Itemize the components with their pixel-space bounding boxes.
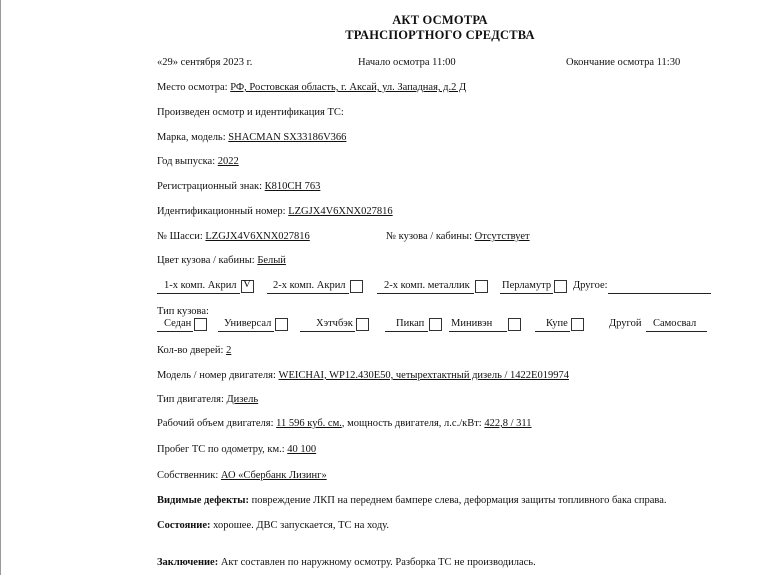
body-other-value: Самосвал	[653, 318, 697, 329]
chassis-value: LZGJX4V6XNX027816	[205, 231, 310, 242]
body-universal-underline	[218, 331, 274, 332]
conclusion-row	[157, 557, 536, 568]
conclusion-label: Заключение:	[157, 557, 219, 568]
body-coupe-checkbox[interactable]	[571, 318, 584, 331]
engine-model-label: Модель / номер двигателя:	[157, 370, 279, 381]
body-minivan-label: Минивэн	[451, 318, 493, 329]
paint-opt5-label: Другое:	[573, 280, 608, 291]
paint-opt1-label: 1-х комп. Акрил	[164, 280, 237, 291]
mileage-label: Пробег ТС по одометру, км.:	[157, 444, 288, 455]
paint-opt1-checkbox[interactable]	[241, 280, 254, 293]
color-row	[157, 255, 286, 266]
owner-value: АО «Сбербанк Лизинг»	[220, 470, 327, 481]
volume-value: 11 596 куб. см.	[276, 418, 342, 429]
body-coupe-label: Купе	[546, 318, 568, 329]
body-other-underline	[646, 331, 707, 332]
body-universal-checkbox[interactable]	[275, 318, 288, 331]
inspection-start: Начало осмотра 11:00	[358, 57, 456, 68]
doc-title-line2: ТРАНСПОРТНОГО СРЕДСТВА	[345, 28, 535, 42]
paint-opt1-underline	[157, 293, 240, 294]
year-value: 2022	[217, 156, 239, 167]
reg-row	[157, 181, 320, 192]
paint-opt2-checkbox[interactable]	[350, 280, 363, 293]
mileage-row	[157, 444, 316, 455]
state-label: Состояние:	[157, 520, 211, 531]
paint-opt2-label: 2-х комп. Акрил	[273, 280, 346, 291]
body-number-value: Отсутствует	[474, 231, 530, 242]
volume-row	[157, 418, 532, 429]
paint-opt4-label: Перламутр	[502, 280, 552, 291]
conclusion-value: Акт составлен по наружному осмотру. Разборка ТС не производилась.	[218, 557, 536, 568]
mileage-value: 40 100	[287, 444, 317, 455]
body-number-label: № кузова / кабины:	[386, 231, 475, 242]
paint-opt3-label: 2-х комп. металлик	[384, 280, 470, 291]
paint-opt4-underline	[500, 293, 553, 294]
chassis-row	[157, 231, 310, 242]
color-value: Белый	[257, 255, 286, 266]
body-hatchback-checkbox[interactable]	[356, 318, 369, 331]
inspected-line: Произведен осмотр и идентификация ТС:	[157, 107, 344, 118]
place-row	[157, 82, 466, 93]
vin-row	[157, 206, 393, 217]
paint-opt3-checkbox[interactable]	[475, 280, 488, 293]
reg-value: К810СН 763	[264, 181, 321, 192]
engine-model-row	[157, 370, 569, 381]
vin-value: LZGJX4V6XNX027816	[288, 206, 393, 217]
check-mark-icon: V	[243, 278, 251, 290]
year-label: Год выпуска:	[157, 156, 218, 167]
body-sedan-checkbox[interactable]	[194, 318, 207, 331]
paint-other-field[interactable]	[608, 293, 711, 294]
defects-label: Видимые дефекты:	[157, 495, 249, 506]
engine-model-value: WEICHAI, WP12.430E50, четырехтактный дизель / 1422E019974	[278, 370, 569, 381]
year-row	[157, 156, 239, 167]
color-label: Цвет кузова / кабины:	[157, 255, 258, 266]
body-minivan-underline	[449, 331, 507, 332]
engine-type-row	[157, 394, 258, 405]
body-hatchback-label: Хэтчбэк	[316, 318, 353, 329]
power-value: 422,8 / 311	[484, 418, 532, 429]
place-label: Место осмотра:	[157, 82, 231, 93]
body-universal-label: Универсал	[224, 318, 272, 329]
body-sedan-label: Седан	[164, 318, 192, 329]
body-type-label: Тип кузова:	[157, 306, 209, 317]
body-sedan-underline	[157, 331, 193, 332]
body-pickup-checkbox[interactable]	[429, 318, 442, 331]
engine-type-value: Дизель	[226, 394, 259, 405]
paint-opt3-underline	[377, 293, 474, 294]
paint-opt4-checkbox[interactable]	[554, 280, 567, 293]
body-coupe-underline	[535, 331, 570, 332]
engine-type-label: Тип двигателя:	[157, 394, 227, 405]
owner-label: Собственник:	[157, 470, 221, 481]
state-value: хорошее. ДВС запускается, ТС на ходу.	[210, 520, 390, 531]
page-edge	[0, 0, 1, 575]
body-pickup-label: Пикап	[396, 318, 425, 329]
doors-row	[157, 345, 231, 356]
body-number-row	[386, 231, 530, 242]
chassis-label: № Шасси:	[157, 231, 206, 242]
make-row	[157, 132, 346, 143]
body-pickup-underline	[385, 331, 428, 332]
reg-label: Регистрационный знак:	[157, 181, 265, 192]
body-hatchback-underline	[300, 331, 355, 332]
make-label: Марка, модель:	[157, 132, 229, 143]
power-label: , мощность двигателя, л.с./кВт:	[341, 418, 485, 429]
inspection-end: Окончание осмотра 11:30	[566, 57, 681, 68]
body-other-label: Другой	[609, 318, 642, 329]
volume-label: Рабочий объем двигателя:	[157, 418, 277, 429]
state-row	[157, 520, 389, 531]
paint-opt2-underline	[267, 293, 349, 294]
vin-label: Идентификационный номер:	[157, 206, 289, 217]
defects-row	[157, 495, 667, 506]
owner-row	[157, 470, 327, 481]
doors-value: 2	[226, 345, 232, 356]
make-value: SHACMAN SX33186V366	[228, 132, 347, 143]
body-minivan-checkbox[interactable]	[508, 318, 521, 331]
doc-title-line1: АКТ ОСМОТРА	[392, 13, 488, 27]
defects-value: повреждение ЛКП на переднем бампере слева, деформация защиты топливного бака справа.	[248, 495, 667, 506]
doors-label: Кол-во дверей:	[157, 345, 227, 356]
place-value: РФ, Ростовская область, г. Аксай, ул. Западная, д.2 Д	[230, 82, 467, 93]
inspection-date: «29» сентября 2023 г.	[157, 57, 253, 68]
